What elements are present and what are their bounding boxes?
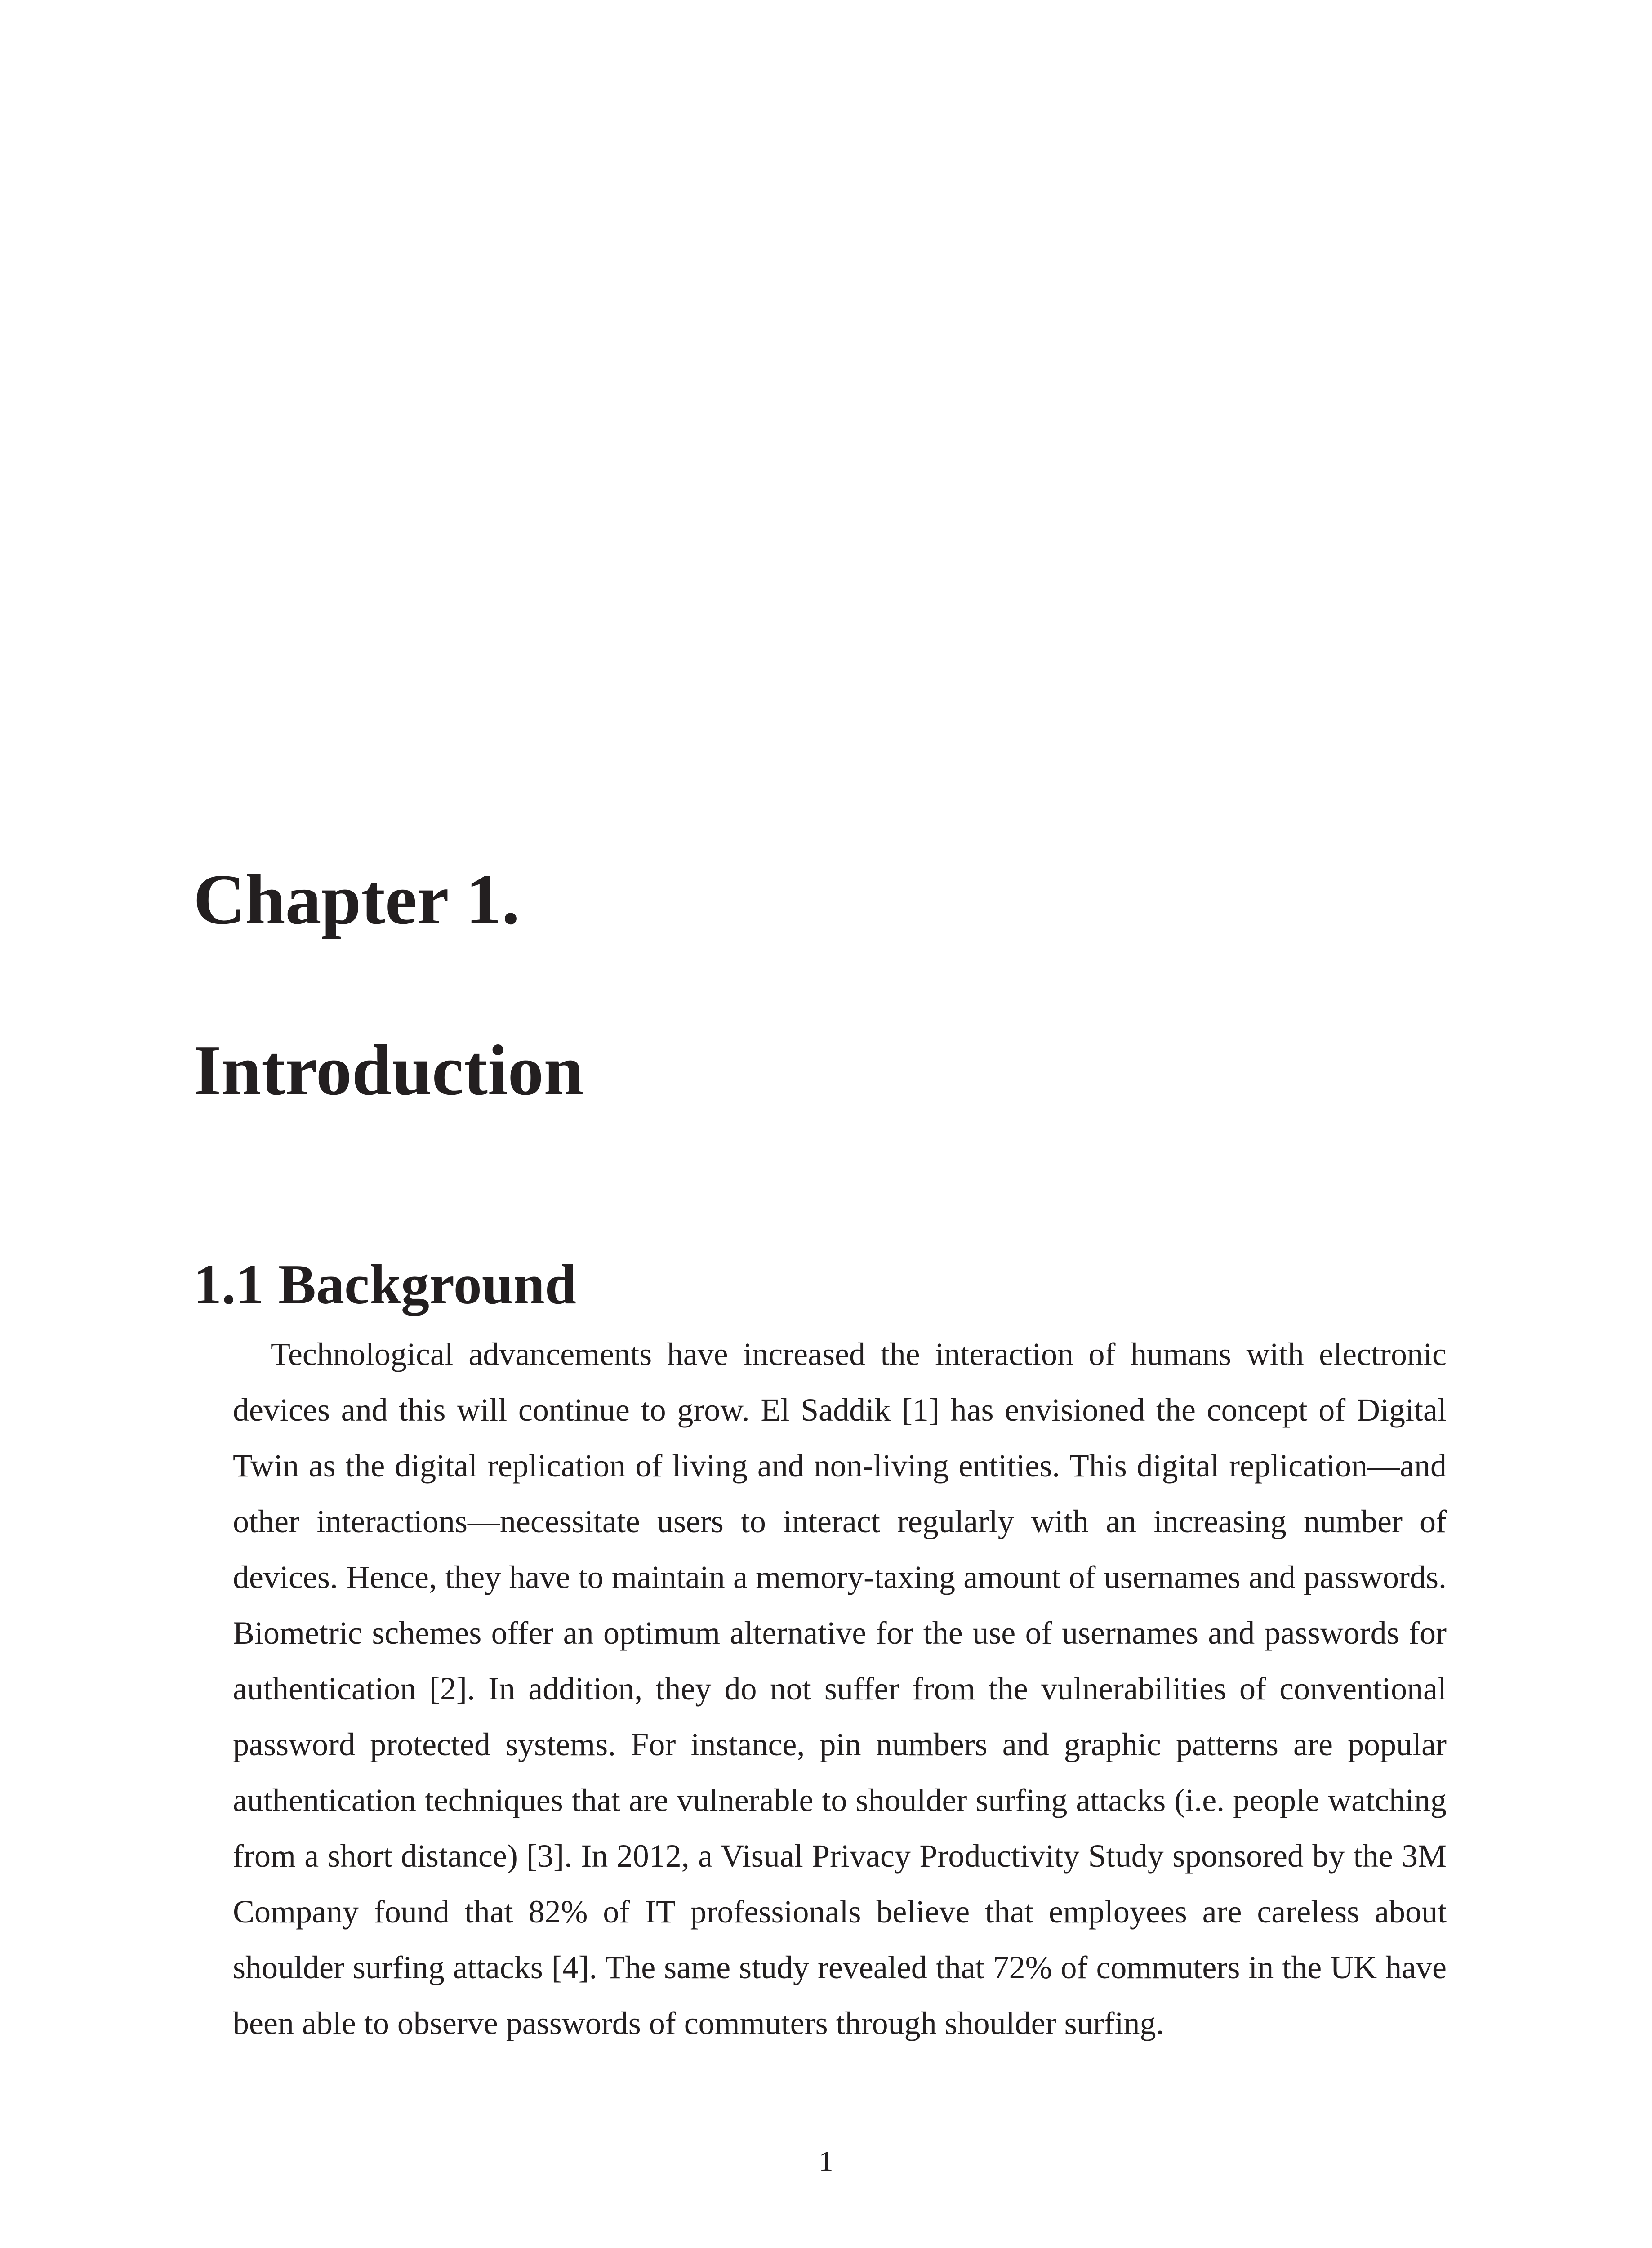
page-number: 1 [819, 2145, 833, 2177]
chapter-title: Introduction [193, 1030, 584, 1110]
section-heading: 1.1 Background [193, 1253, 576, 1316]
body-paragraph: Technological advancements have increased the interaction of humans with electronic devices and this will continue to grow. El Saddik [1] has envisioned the concept of Digital Twin as the digital replication of living and non-living entities. This digital replication—and other interactions—necessitate users to interact regularly with an increasing number of devices. Hence, they have to maintain a memory-taxing amount of usernames and passwords. Biometric schemes offer an optimum alternative for the use of usernames and passwords for authentication [2]. In addition, they do not suffer from the vulnerabilities of conventional password protected systems. For instance, pin numbers and graphic patterns are popular authentication techniques that are vulnerable to shoulder surfing attacks (i.e. people watching from a short distance) [3]. In 2012, a Visual Privacy Productivity Study sponsored by the 3M Company found that 82% of IT professionals believe that employees are careless about shoulder surfing attacks [4]. The same study revealed that 72% of commuters in the UK have been able to observe passwords of commuters through shoulder surfing. [233, 1336, 1447, 2041]
chapter-number: Chapter 1. [193, 859, 520, 939]
